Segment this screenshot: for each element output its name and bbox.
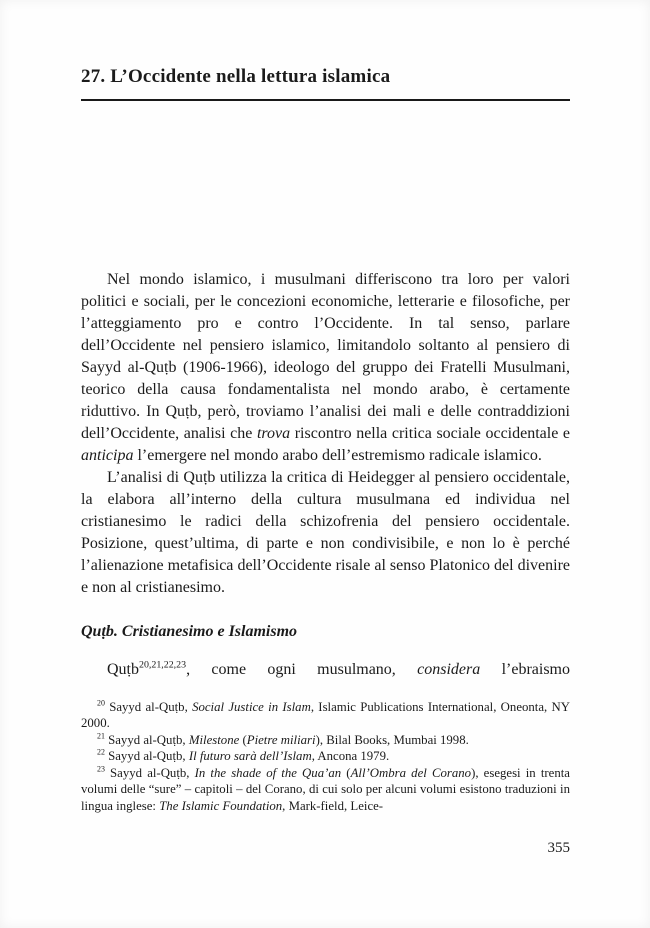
text-run: Sayyd al-Quṭb, [104, 732, 189, 747]
footnote-20 [81, 699, 570, 732]
italic-text: Il futuro sarà dell’Islam [188, 749, 312, 764]
footnote-reference: 22 [97, 748, 105, 758]
italic-text: All’Ombra del Corano [350, 765, 472, 780]
text-run: riscontro nella critica sociale occidentale e [290, 424, 571, 442]
footnote-23 [81, 765, 570, 815]
page-number: 355 [547, 840, 570, 857]
text-run: Nel mondo islamico, i musulmani differiscono tra loro per valori politici e sociali, per le concezioni economiche, letterarie e filosofiche, per l’atteggiamento pro e contro l’Occidente. In tal senso, parlare dell’Occidente nel pensiero islamico, limitandolo soltanto al pensiero di Sayyd al-Quṭb (1906-1966), ideologo del gruppo dei Fratelli Musulmani, teorico della causa fondamentalista nel mondo arabo, è certamente riduttivo. In Quṭb, però, troviamo l’analisi dei mali e delle contraddizioni dell’Occidente, analisi che [81, 270, 570, 442]
text-run: l’emergere nel mondo arabo dell’estremismo radicale islamico. [133, 446, 542, 464]
footnotes-block [81, 699, 570, 815]
footnote-reference: 21 [97, 731, 105, 741]
text-run: , Islamic Publications International, Oneonta, NY 2000. [81, 699, 570, 731]
italic-text: The Islamic Foundation [159, 798, 283, 813]
section-heading: Quṭb. Cristianesimo e Islamismo [81, 622, 298, 640]
text-run: L’analisi di Quṭb utilizza la critica di Heidegger al pensiero occidentale, la elabora all’interno della cultura musulmana ed individua nel cristianesimo le radici della schizofrenia del pensiero occidentale. Posizione, quest’ultima, di parte e non condivisibile, e non lo è perché l’alienazione metafisica dell’Occidente risale al senso Platonico del divenire e non al cristianesimo. [81, 468, 570, 596]
text-run: , Ancona 1979. [311, 749, 390, 764]
italic-text: considera [417, 660, 481, 678]
text-run: ), Bilal Books, Mumbai 1998. [315, 732, 469, 747]
footnote-reference: 23 [97, 764, 105, 774]
italic-text: trova [256, 424, 291, 442]
text-run: Sayyd al-Quṭb, [104, 749, 189, 764]
footnote-reference: 20,21,22,23 [139, 659, 187, 671]
text-run: Sayyd al-Quṭb, [104, 699, 193, 714]
text-run: ), esegesi in trenta volumi delle “sure” – capitoli – del Corano, di cui solo per alcuni volumi esistono traduzioni in lingua inglese: [81, 765, 570, 813]
body-text [81, 269, 570, 681]
footnote-22 [81, 748, 570, 765]
italic-text: anticipa [81, 446, 134, 464]
text-run: ( [341, 765, 351, 780]
footnote-reference: 20 [97, 698, 105, 708]
paragraph-1 [81, 269, 570, 467]
italic-text: In the shade of the Qua’an [194, 765, 342, 780]
text-run: , come ogni musulmano, [186, 660, 418, 678]
text-run: Quṭb [107, 660, 139, 678]
italic-text: Pietre miliari [246, 732, 316, 747]
text-run: Sayyd al-Quṭb, [104, 765, 195, 780]
italic-text: Milestone [188, 732, 240, 747]
text-run: l’ebraismo [480, 660, 570, 678]
title-rule [81, 99, 570, 101]
italic-text: Social Justice in Islam [192, 699, 311, 714]
paragraph-2 [81, 467, 570, 599]
chapter-title: 27. L’Occidente nella lettura islamica [81, 66, 391, 87]
text-run: ( [239, 732, 247, 747]
text-run: , Mark-field, Leice- [282, 798, 384, 813]
footnote-21 [81, 732, 570, 749]
section-paragraph [81, 659, 570, 681]
